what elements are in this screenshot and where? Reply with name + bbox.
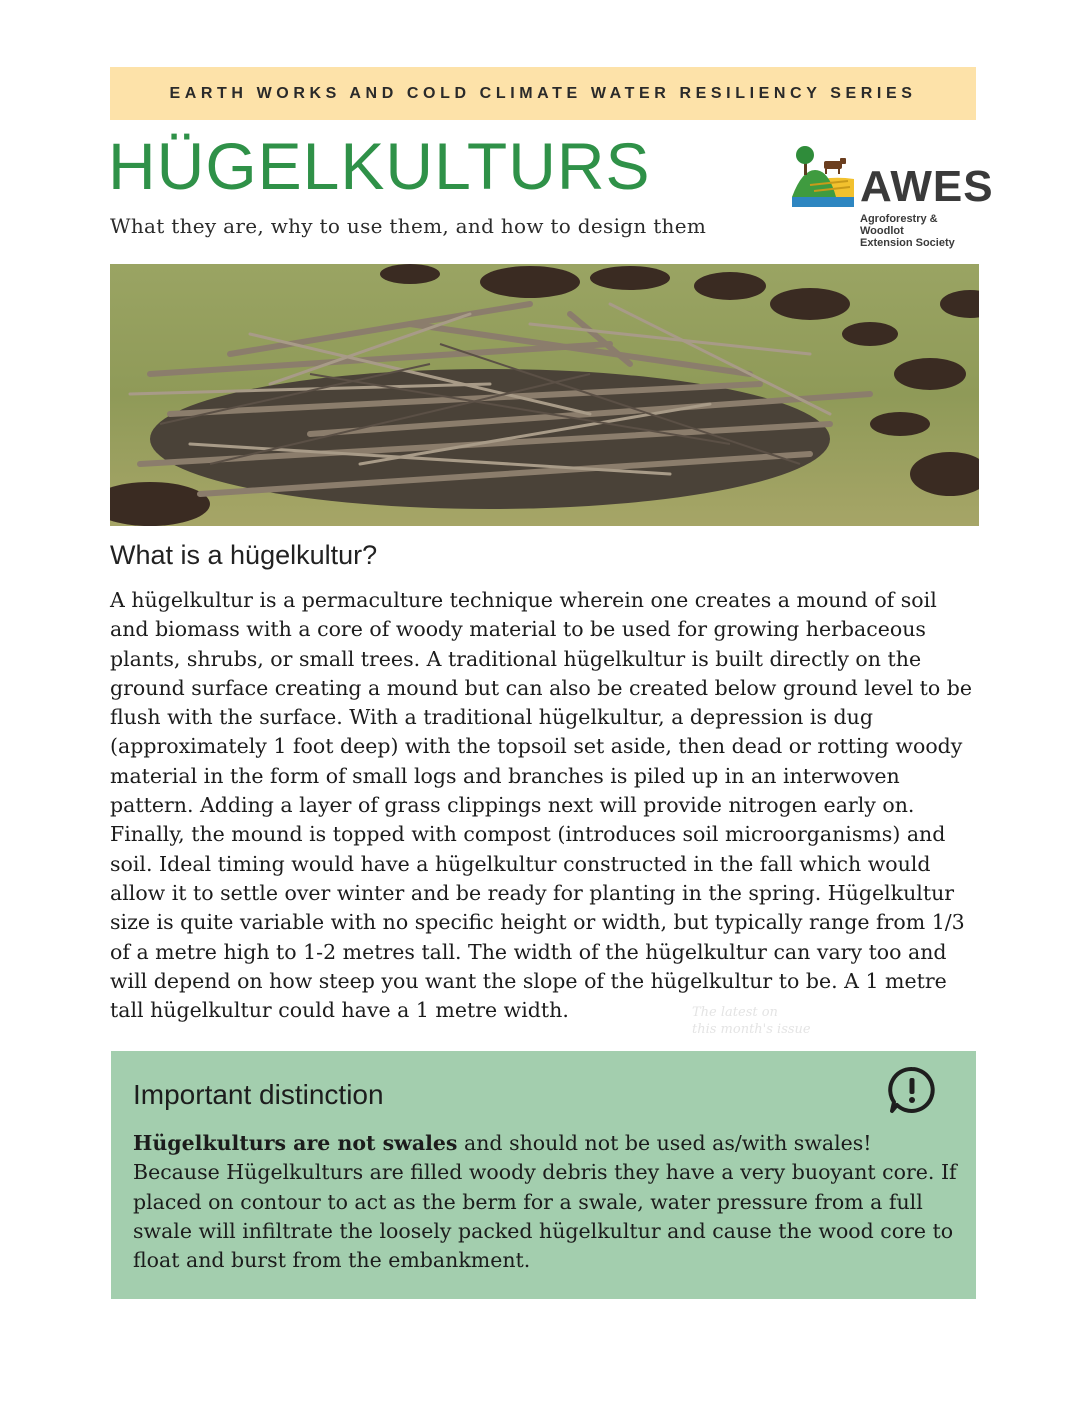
- callout-body-text: and should not be used as/with swales! Because Hügelkulturs are filled woody debris they have a very buoyant core. If placed on contour to act as the berm for a swale, water pressure from a full swale will infiltrate the loosely packed hügelkultur and cause the wood core to float and burst from the embankment.: [133, 1131, 957, 1273]
- logo-tagline: [860, 213, 980, 249]
- logo-wordmark: AWES: [860, 162, 994, 211]
- section-body-paragraph: A hügelkultur is a permaculture technique wherein one creates a mound of soil and biomass with a core of woody material to be used for growing herbaceous plants, shrubs, or small trees. A traditional hügelkultur is built directly on the ground surface creating a mound but can also be created below ground level to be flush with the surface. With a traditional hügelkultur, a depression is dug (approximately 1 foot deep) with the topsoil set aside, then dead or rotting woody material in the form of small logs and branches is piled up in an interwoven pattern. Adding a layer of grass clippings next will provide nitrogen early on. Finally, the mound is topped with compost (introduces soil microorganisms) and soil. Ideal timing would have a hügelkultur constructed in the fall which would allow it to settle over winter and be ready for planting in the spring. Hügelkultur size is quite variable with no specific height or width, but typically range from 1/3 of a metre high to 1-2 metres tall. The width of the hügelkultur can vary too and will depend on how steep you want the slope of the hügelkultur to be. A 1 metre tall hügelkultur could have a 1 metre width.: [110, 588, 973, 1023]
- logo-tagline-line-1: Agroforestry & Woodlot: [860, 213, 938, 237]
- page-title: HÜGELKULTURS: [108, 129, 651, 203]
- callout-bold-lead: Hügelkulturs are not swales: [133, 1131, 458, 1155]
- page-subtitle: What they are, why to use them, and how to design them: [110, 214, 707, 238]
- series-banner-text: EARTH WORKS AND COLD CLIMATE WATER RESILIENCY SERIES: [169, 84, 917, 102]
- faint-overlay-text: [692, 1004, 811, 1038]
- exclamation-speech-bubble-icon: [887, 1065, 937, 1115]
- farm-landscape-logo-icon: [790, 145, 858, 215]
- faint-text-line-2: this month's issue: [692, 1022, 811, 1037]
- faint-text-line-1: The latest on: [692, 1005, 778, 1020]
- callout-title: Important distinction: [133, 1079, 384, 1110]
- callout-body: [133, 1129, 963, 1275]
- important-distinction-callout: [111, 1051, 976, 1299]
- logo-tagline-line-2: Extension Society: [860, 237, 955, 249]
- brush-pile-photo: [110, 264, 979, 526]
- awes-logo: [790, 145, 994, 249]
- series-banner: [110, 67, 976, 120]
- section-heading: What is a hügelkultur?: [110, 540, 378, 570]
